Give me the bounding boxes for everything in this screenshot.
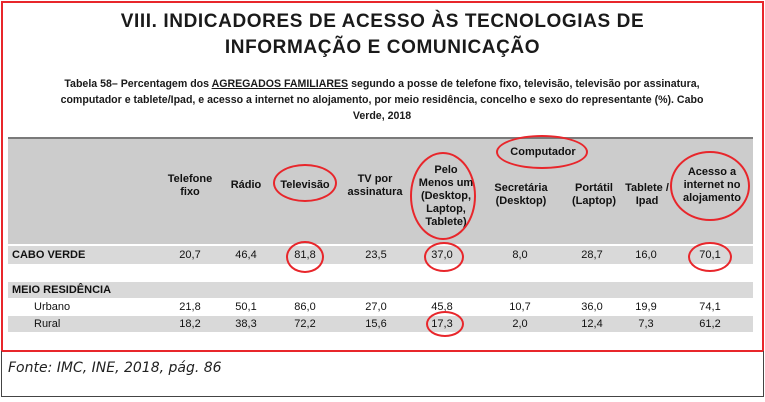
table-cell: 18,2: [179, 318, 201, 330]
table-caption: [46, 76, 718, 124]
group-header-computador: Computador: [510, 146, 576, 158]
table-cell: 17,3: [431, 318, 453, 330]
table-cell: 86,0: [294, 301, 316, 313]
table-cell: 20,7: [179, 249, 201, 261]
table-cell: 2,0: [512, 318, 528, 330]
table-cell: 81,8: [294, 249, 316, 261]
table-cell: 8,0: [512, 249, 528, 261]
column-header: Tablete / Ipad: [625, 182, 669, 207]
annotation-circle-value-37-0: [424, 242, 464, 272]
column-header: TV por assinatura: [347, 173, 403, 198]
section-title-line-2: INFORMAÇÃO E COMUNICAÇÃO: [224, 37, 541, 58]
annotation-circle-televisao: [273, 164, 337, 202]
row-label-meio-residencia: MEIO RESIDÊNCIA: [12, 284, 112, 296]
annotation-circle-value-17-3: [426, 311, 464, 337]
table-cell: 61,2: [699, 318, 721, 330]
row-label-urbano: Urbano: [34, 301, 71, 313]
column-header: Pelo Menos um (Desktop, Laptop, Tablete): [418, 164, 474, 228]
annotation-circle-value-81-8: [286, 241, 324, 273]
table-cell: 23,5: [365, 249, 387, 261]
column-header: Portátil (Laptop): [572, 182, 616, 207]
table-cell: 19,9: [635, 301, 657, 313]
table-cell: 50,1: [235, 301, 257, 313]
row-label-cabo-verde: CABO VERDE: [12, 249, 86, 261]
table-cell: 15,6: [365, 318, 387, 330]
table-caption-end: segundo a posse de telefone fixo, televisão, televisão por assinatura, computador e tablete/Ipad, e acesso a internet no alojamento, por meio residência, concelho e sexo do representante (%). Cabo Verde, 2018: [60, 78, 704, 122]
row-label-rural: Rural: [34, 318, 61, 330]
table-caption-emphasis: AGREGADOS FAMILIARES: [211, 78, 349, 90]
annotation-circle-value-70-1: [688, 242, 732, 272]
table-cell: 70,1: [699, 249, 721, 261]
table-caption-start: Tabela 58– Percentagem dos: [64, 78, 212, 90]
table-cell: 10,7: [509, 301, 531, 313]
annotation-circle-computador: [496, 135, 588, 169]
table-cell: 38,3: [235, 318, 257, 330]
column-header: Secretária (Desktop): [494, 182, 548, 207]
table-cell: 28,7: [581, 249, 603, 261]
table-cell: 37,0: [431, 249, 453, 261]
column-header: Televisão: [280, 179, 330, 191]
table-cell: 27,0: [365, 301, 387, 313]
column-header: Acesso a internet no alojamento: [682, 166, 742, 204]
table-cell: 16,0: [635, 249, 657, 261]
table-cell: 74,1: [699, 301, 721, 313]
table-cell: 72,2: [294, 318, 316, 330]
column-header: Rádio: [230, 179, 262, 191]
table-cell: 45,8: [431, 301, 453, 313]
table-cell: 21,8: [179, 301, 201, 313]
row-band-meio-residencia: [8, 282, 753, 298]
annotation-circle-pelo-menos-um: [410, 152, 476, 240]
table-cell: 46,4: [235, 249, 257, 261]
annotation-circle-acesso-internet: [670, 151, 750, 221]
table-cell: 36,0: [581, 301, 603, 313]
table-cell: 7,3: [638, 318, 654, 330]
table-cell: 12,4: [581, 318, 603, 330]
column-header: Telefone fixo: [167, 173, 213, 198]
source-note: Fonte: IMC, INE, 2018, pág. 86: [8, 360, 222, 376]
section-title-line-1: VIII. INDICADORES DE ACESSO ÀS TECNOLOGIAS DE: [120, 11, 645, 32]
